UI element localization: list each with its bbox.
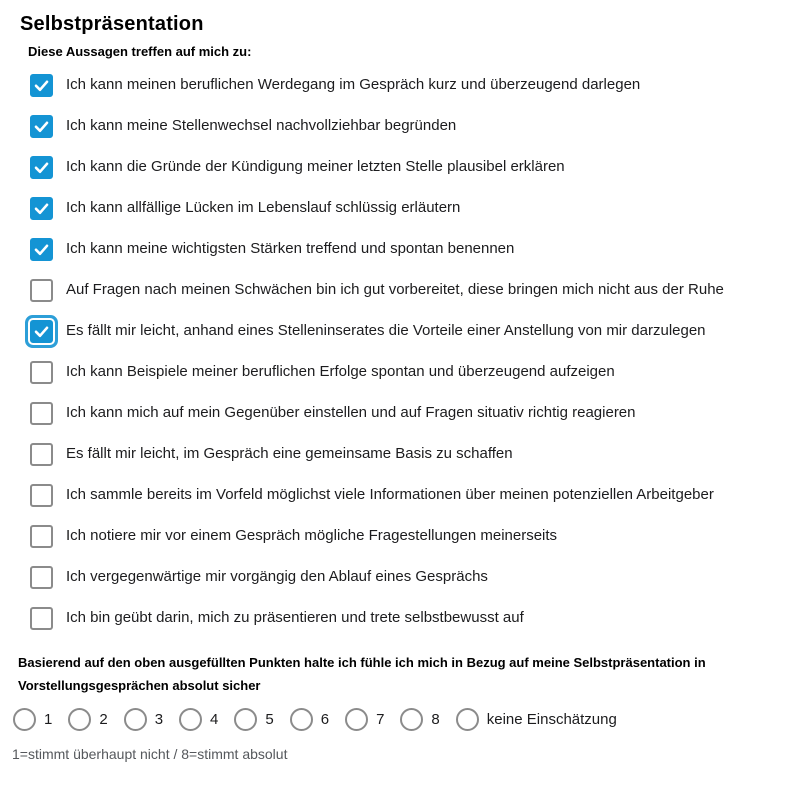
checkbox[interactable] — [30, 443, 53, 466]
rating-option — [13, 708, 52, 731]
rating-option — [124, 708, 163, 731]
checkbox[interactable] — [30, 607, 53, 630]
radio-button[interactable] — [456, 708, 479, 731]
radio-label[interactable]: 7 — [376, 711, 385, 728]
checklist-item — [30, 360, 769, 384]
scale-legend: 1=stimmt überhaupt nicht / 8=stimmt absolut — [12, 746, 288, 762]
checkbox-label[interactable]: Ich kann die Gründe der Kündigung meiner letzten Stelle plausibel erklären — [66, 158, 565, 175]
checkbox-label[interactable]: Auf Fragen nach meinen Schwächen bin ich gut vorbereitet, diese bringen mich nicht aus der Ruhe — [66, 281, 724, 298]
checkbox[interactable] — [30, 197, 53, 220]
checklist-item — [30, 319, 769, 343]
rating-option — [400, 708, 439, 731]
radio-label[interactable]: 4 — [210, 711, 219, 728]
checkbox[interactable] — [30, 320, 53, 343]
checkbox[interactable] — [30, 525, 53, 548]
checkbox-label[interactable]: Ich bin geübt darin, mich zu präsentieren und trete selbstbewusst auf — [66, 609, 524, 626]
radio-label[interactable]: 8 — [431, 711, 440, 728]
checklist-item — [30, 606, 769, 630]
checkbox[interactable] — [30, 361, 53, 384]
checklist-item — [30, 73, 769, 97]
radio-button[interactable] — [124, 708, 147, 731]
checkbox-label[interactable]: Ich kann Beispiele meiner beruflichen Erfolge spontan und überzeugend aufzeigen — [66, 363, 615, 380]
radio-label[interactable]: 6 — [320, 711, 330, 728]
radio-button[interactable] — [345, 708, 368, 731]
checkbox[interactable] — [30, 279, 53, 302]
checkbox-label[interactable]: Es fällt mir leicht, anhand eines Stelleninserates die Vorteile einer Anstellung von mir darzulegen — [66, 322, 706, 339]
checklist-item — [30, 278, 769, 302]
checkbox-label[interactable]: Ich kann allfällige Lücken im Lebenslauf schlüssig erläutern — [66, 199, 461, 216]
checkbox-label[interactable]: Ich kann meine wichtigsten Stärken treffend und spontan benennen — [66, 240, 515, 257]
checkbox-label[interactable]: Ich vergegenwärtige mir vorgängig den Ablauf eines Gesprächs — [66, 568, 488, 585]
rating-option — [234, 708, 273, 731]
checklist-item — [30, 196, 769, 220]
checkbox[interactable] — [30, 484, 53, 507]
radio-button[interactable] — [179, 708, 202, 731]
radio-label[interactable]: 1 — [44, 711, 53, 728]
checkbox-label[interactable]: Ich notiere mir vor einem Gespräch mögliche Fragestellungen meinerseits — [66, 527, 558, 544]
checklist-item — [30, 114, 769, 138]
checkbox[interactable] — [30, 402, 53, 425]
checkmark-icon — [32, 158, 51, 177]
page-title: Selbstpräsentation — [20, 13, 204, 35]
checklist-item — [30, 237, 769, 261]
radio-label[interactable]: keine Einschätzung — [486, 711, 617, 728]
radio-label[interactable]: 3 — [154, 711, 164, 728]
radio-button[interactable] — [68, 708, 91, 731]
radio-label[interactable]: 5 — [265, 711, 274, 728]
radio-label[interactable]: 2 — [99, 711, 108, 728]
checkmark-icon — [32, 199, 51, 218]
radio-button[interactable] — [400, 708, 423, 731]
checkbox[interactable] — [30, 566, 53, 589]
checkmark-icon — [32, 76, 51, 95]
checklist-item — [30, 565, 769, 589]
checkbox-label[interactable]: Es fällt mir leicht, im Gespräch eine gemeinsame Basis zu schaffen — [66, 445, 513, 462]
rating-option — [68, 708, 107, 731]
checkmark-icon — [32, 322, 51, 341]
rating-scale — [13, 708, 769, 731]
checkbox[interactable] — [30, 156, 53, 179]
checkbox-label[interactable]: Ich kann meinen beruflichen Werdegang im Gespräch kurz und überzeugend darlegen — [66, 76, 641, 93]
rating-option — [456, 708, 617, 731]
checkbox[interactable] — [30, 238, 53, 261]
checklist-item — [30, 155, 769, 179]
rating-option — [345, 708, 384, 731]
checkbox[interactable] — [30, 115, 53, 138]
rating-option — [290, 708, 329, 731]
checklist-item — [30, 401, 769, 425]
checklist-item — [30, 524, 769, 548]
checkbox[interactable] — [30, 74, 53, 97]
checklist-item — [30, 483, 769, 507]
checkbox-label[interactable]: Ich sammle bereits im Vorfeld möglichst viele Informationen über meinen potenziellen Arbeitgeber — [66, 486, 714, 503]
radio-button[interactable] — [290, 708, 313, 731]
checkbox-label[interactable]: Ich kann meine Stellenwechsel nachvollziehbar begründen — [66, 117, 457, 134]
rating-option — [179, 708, 218, 731]
radio-button[interactable] — [13, 708, 36, 731]
checkbox-label[interactable]: Ich kann mich auf mein Gegenüber einstellen und auf Fragen situativ richtig reagieren — [66, 404, 636, 421]
radio-button[interactable] — [234, 708, 257, 731]
checklist — [30, 73, 769, 630]
checkmark-icon — [32, 117, 51, 136]
rating-question: Basierend auf den oben ausgefüllten Punkten halte ich fühle ich mich in Bezug auf meine Selbstpräsentation in Vorstellungsgesprächen absolut sicher — [18, 655, 706, 693]
checklist-instruction: Diese Aussagen treffen auf mich zu: — [28, 44, 252, 59]
checkmark-icon — [32, 240, 51, 259]
checklist-item — [30, 442, 769, 466]
